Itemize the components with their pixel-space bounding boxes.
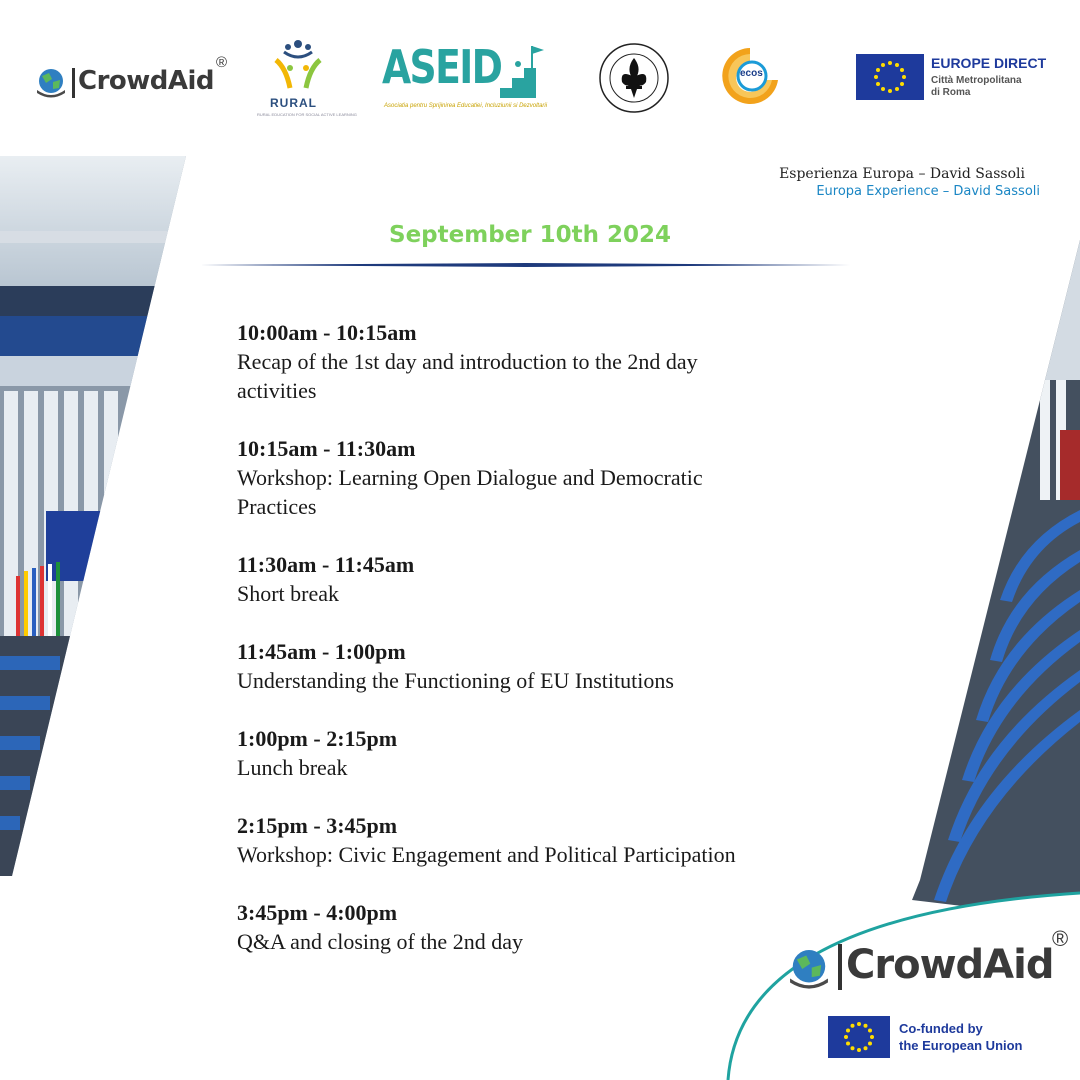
agenda-item bbox=[237, 811, 857, 869]
agenda-time: 3:45pm - 4:00pm bbox=[237, 900, 398, 925]
agenda-description: activities bbox=[237, 378, 317, 403]
eu-flag-icon bbox=[856, 54, 924, 100]
agenda-description: Recap of the 1st day and introduction to the 2nd day bbox=[237, 349, 698, 374]
globe-hand-icon bbox=[786, 946, 832, 992]
agenda-description: Understanding the Functioning of EU Institutions bbox=[237, 668, 674, 693]
stairs-flag-icon bbox=[498, 42, 548, 100]
rural-people-icon bbox=[268, 38, 328, 96]
agenda-time: 11:30am - 11:45am bbox=[237, 552, 415, 577]
agenda-time: 10:00am - 10:15am bbox=[237, 320, 417, 345]
rural-logo bbox=[257, 38, 357, 118]
crowdaid-wordmark: CrowdAid bbox=[78, 66, 215, 96]
aseid-logo bbox=[380, 38, 550, 118]
europe-direct-title: EUROPE DIRECT bbox=[931, 55, 1047, 71]
crowdaid-logo-top bbox=[34, 54, 230, 110]
agenda-item bbox=[237, 724, 857, 782]
parliament-photo-left bbox=[0, 156, 200, 876]
crowdaid-wordmark: CrowdAid bbox=[846, 942, 1054, 988]
aseid-wordmark: ASEID bbox=[382, 40, 502, 94]
scout-society-logo bbox=[598, 42, 670, 114]
registered-mark: ® bbox=[1052, 926, 1069, 951]
aseid-tagline: Asociatia pentru Sprijinirea Educatiei, Incluziunii si Dezvoltarii bbox=[384, 103, 548, 109]
project-title-english: Europa Experience – David Sassoli bbox=[816, 184, 1040, 199]
agenda-description: Workshop: Civic Engagement and Political Participation bbox=[237, 842, 736, 867]
cofunded-label: Co-funded by the European Union bbox=[899, 1021, 1023, 1053]
agenda-time: 11:45am - 1:00pm bbox=[237, 639, 406, 664]
rural-label: RURAL bbox=[270, 96, 317, 110]
agenda-description: Short break bbox=[237, 581, 340, 606]
agenda-time: 2:15pm - 3:45pm bbox=[237, 813, 398, 838]
agenda-item bbox=[237, 318, 857, 405]
date-underline bbox=[200, 263, 850, 267]
project-title-italian: Esperienza Europa – David Sassoli bbox=[779, 166, 1025, 182]
agenda-description: Workshop: Learning Open Dialogue and Democratic bbox=[237, 465, 703, 490]
parliament-photo-right bbox=[900, 240, 1080, 920]
agenda-time: 1:00pm - 2:15pm bbox=[237, 726, 398, 751]
agenda-item bbox=[237, 637, 857, 695]
registered-mark: ® bbox=[216, 54, 228, 71]
fleur-de-lis-icon bbox=[598, 42, 670, 114]
agenda-description: Practices bbox=[237, 494, 317, 519]
globe-hand-icon bbox=[34, 66, 68, 100]
agenda-item bbox=[237, 434, 857, 521]
eu-flag-icon bbox=[828, 1016, 890, 1058]
ecos-wordmark: ecos bbox=[740, 68, 763, 79]
event-date: September 10th 2024 bbox=[389, 222, 671, 248]
agenda-description: Lunch break bbox=[237, 755, 348, 780]
agenda-description: Q&A and closing of the 2nd day bbox=[237, 929, 523, 954]
ecos-logo bbox=[718, 44, 782, 108]
crowdaid-logo-footer bbox=[786, 926, 1076, 1000]
agenda-item bbox=[237, 550, 857, 608]
agenda-time: 10:15am - 11:30am bbox=[237, 436, 416, 461]
europe-direct-subtitle: Città Metropolitana di Roma bbox=[931, 75, 1022, 98]
rural-tagline: RURAL EDUCATION FOR SOCIAL ACTIVE LEARNING bbox=[257, 112, 357, 117]
